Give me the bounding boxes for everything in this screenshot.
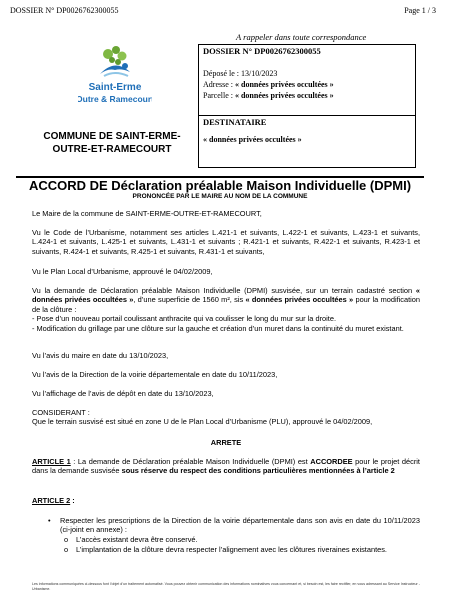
- avis-voirie-paragraph: Vu l’avis de la Direction de la voirie départementale en date du 10/11/2023,: [32, 370, 278, 379]
- article1-text-c: pour le projet décrit dans la demande susvisée: [32, 457, 420, 476]
- adresse-label: Adresse :: [203, 80, 235, 89]
- dossier-section: [199, 45, 415, 116]
- article1-accordee: ACCORDEE: [310, 457, 353, 466]
- demande-item-portail: - Pose d’un nouveau portail coulissant anthracite qui va coulisser le long du mur sur la droite.: [32, 314, 337, 324]
- considerant-paragraph: [32, 408, 420, 427]
- parcelle-label: Parcelle :: [203, 91, 235, 100]
- dossier-box: [198, 44, 416, 168]
- avis-maire-paragraph: Vu l’avis du maire en date du 13/10/2023,: [32, 351, 169, 360]
- footer-notice: Les informations communiquées ci-dessous font l’objet d’un traitement automatisé. Vous pouvez obtenir communication des informations nominatives vous concernant et, si besoin est, les faire rectifier, en vous adressant au Service Instructeur - Urbanisme.: [32, 582, 420, 591]
- adresse-value: « données privées occultées »: [235, 80, 334, 89]
- affichage-paragraph: Vu l’affichage de l’avis de dépôt en date du 13/10/2023,: [32, 389, 214, 398]
- commune-line1: COMMUNE DE SAINT-ERME-: [43, 131, 181, 142]
- parcelle-value: « données privées occultées »: [234, 91, 334, 100]
- adresse-line: [203, 80, 334, 89]
- considerant-label: CONSIDERANT :: [32, 408, 90, 417]
- demande-address-value: « données privées occultées »: [245, 295, 354, 305]
- article2-colon: :: [70, 496, 75, 505]
- article1-conditions: sous réserve du respect des conditions particulières mentionnées à l’article 2: [121, 466, 395, 476]
- page-number: Page 1 / 3: [404, 6, 436, 15]
- article1-label: ARTICLE 1: [32, 457, 71, 466]
- dossier-number: DOSSIER N° DP0026762300055: [203, 46, 321, 56]
- rappel-note: A rappeler dans toute correspondance: [236, 32, 367, 42]
- plu-paragraph: Vu le Plan Local d’Urbanisme, approuvé le 04/02/2009,: [32, 267, 213, 276]
- demande-item-grillage: - Modification du grillage par une clôture sur la gauche et création d’un muret dans la continuité du muret existant.: [32, 323, 404, 333]
- destinataire-label: DESTINATAIRE: [203, 117, 267, 127]
- sub-item-acces: L’accès existant devra être conservé.: [76, 535, 198, 544]
- document-subtitle: PRONONCÉE PAR LE MAIRE AU NOM DE LA COMMUNE: [132, 193, 308, 200]
- demande-section-value: « données privées occultées »: [32, 286, 420, 305]
- destinataire-value: « données privées occultées »: [203, 135, 302, 144]
- article2-label: ARTICLE 2: [32, 496, 71, 505]
- commune-line2: OUTRE-ET-RAMECOURT: [52, 144, 172, 155]
- commune-name: [22, 130, 202, 156]
- prescription-item: Respecter les prescriptions de la Direction de la voirie départementale dans son avis en date du 10/11/2023 (ci-joint en annexe) :: [60, 516, 420, 535]
- arrete-heading: ARRETE: [210, 438, 242, 447]
- logo-line2: Outre & Ramecourt: [78, 94, 152, 104]
- document-title: ACCORD DE Déclaration préalable Maison Individuelle (DPMI): [16, 176, 424, 194]
- article1-paragraph: [32, 457, 420, 476]
- demande-text-a: Vu la demande de Déclaration préalable Maison Individuelle (DPMI) susvisée, sur un terrain cadastré section: [32, 286, 416, 295]
- considerant-text: Que le terrain susvisé est situé en zone U de le Plan Local d’Urbanisme (PLU), approuvé le 04/02/2009,: [32, 417, 373, 427]
- demande-text-c: , d’une superficie de 1560 m², sis: [133, 295, 246, 305]
- code-urbanisme-paragraph: Vu le Code de l’Urbanisme, notamment ses articles L.421-1 et suivants, L.422-1 et suivants, L.423-1 et suivants, L.424-1 et suivants, L.425-1 et suivants, L.431-1 et suivants ; R.421-1 et suivants, R.422-1 et suivants, R.423-1 et suivants, R.424-1 et suivants, R.425-1 et suivants, R.431-1 et suivants,: [32, 228, 420, 256]
- intro-paragraph: Le Maire de la commune de SAINT-ERME-OUTRE-ET-RAMECOURT,: [32, 209, 262, 218]
- circle-bullet-icon: o: [64, 545, 69, 554]
- dossier-reference: DOSSIER N° DP0026762300055: [10, 6, 119, 15]
- logo-line1: Saint-Erme: [88, 82, 142, 93]
- article1-text-a: : La demande de Déclaration préalable Maison Individuelle (DPMI) est: [70, 457, 311, 466]
- circle-bullet-icon: o: [64, 535, 69, 544]
- bullet-dot-icon: •: [48, 516, 51, 525]
- sub-item-cloture: L’implantation de la clôture devra respecter l’alignement avec les clôtures riveraines existantes.: [76, 545, 387, 554]
- article2-heading: [32, 496, 420, 505]
- commune-logo: [78, 40, 152, 110]
- demande-paragraph: [32, 286, 420, 333]
- depose-date: Déposé le : 13/10/2023: [203, 69, 278, 78]
- demande-text-e: pour la modification de la clôture :: [32, 295, 420, 314]
- parcelle-line: [203, 91, 334, 100]
